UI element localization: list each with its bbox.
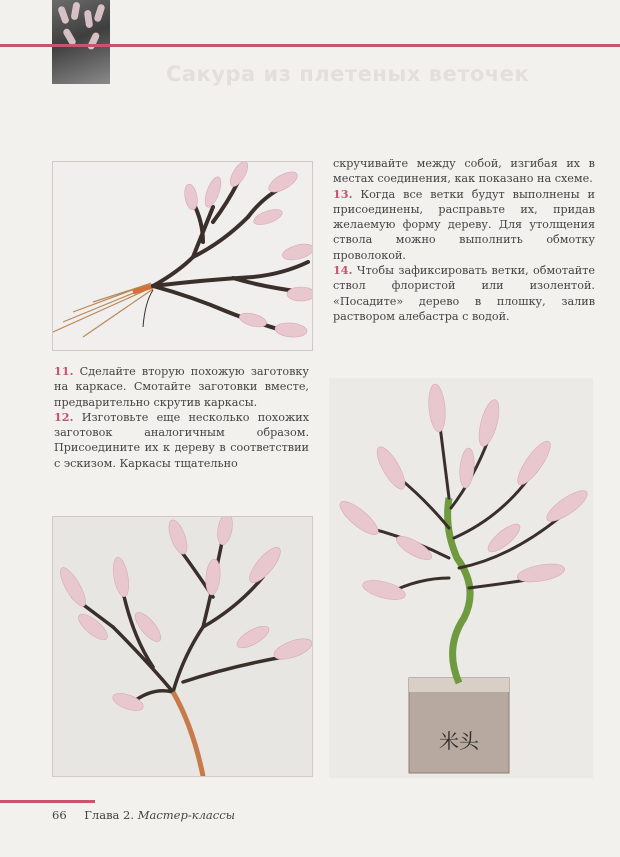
finished-tree-illustration [329, 378, 593, 778]
text-column-right [333, 156, 595, 324]
step-13-text: Когда все ветки будут выполнены и присоединены, расправьте их, придав желаемую форму дереву. Для утолщения ствола можно выполнить обмотку проволокой. [333, 187, 595, 262]
header-thumbnail-photo [52, 0, 110, 84]
branch-workpiece-illustration [53, 162, 312, 350]
footer-rule [0, 800, 95, 803]
photo-branch-workpiece [52, 161, 313, 351]
step-14 [333, 263, 595, 324]
header-rule [0, 44, 620, 47]
chapter-title: Мастер-классы [137, 808, 236, 822]
photo-finished-tree [329, 378, 593, 778]
assembled-branches-illustration [53, 517, 312, 776]
step-14-text: Чтобы зафиксировать ветки, обмотайте ствол флористой или изолентой. «Посадите» дерево в плошку, залив раствором алебастра с водой. [333, 264, 596, 323]
step-11-number: 11. [54, 364, 74, 378]
page-footer [52, 808, 235, 822]
text-column-left [54, 364, 309, 471]
show-through-title: Сакура из плетеных веточек [166, 62, 530, 86]
pot-label: 米头 [439, 729, 479, 753]
page-number: 66 [52, 808, 67, 822]
photo-assembled-branches [52, 516, 313, 777]
step-14-number: 14. [333, 263, 353, 278]
step-13-number: 13. [333, 186, 353, 201]
step-12 [54, 410, 309, 471]
step-11 [54, 364, 309, 410]
step-12-text: Изготовьте еще несколько похожих заготовок аналогичным образом. Присоедините их к дереву в соответствии с эскизом. Каркасы тщательно [54, 410, 310, 470]
chapter-label: Глава 2. [84, 808, 135, 822]
step-12-continued-text: скручивайте между собой, изгибая их в местах соединения, как показано на схеме. [333, 157, 595, 186]
step-12-number: 12. [54, 409, 74, 424]
step-13 [333, 187, 595, 263]
step-11-text: Сделайте вторую похожую заготовку на каркасе. Смотайте заготовки вместе, предварительно скрутив каркасы. [54, 365, 309, 409]
step-12-continued [333, 156, 595, 187]
